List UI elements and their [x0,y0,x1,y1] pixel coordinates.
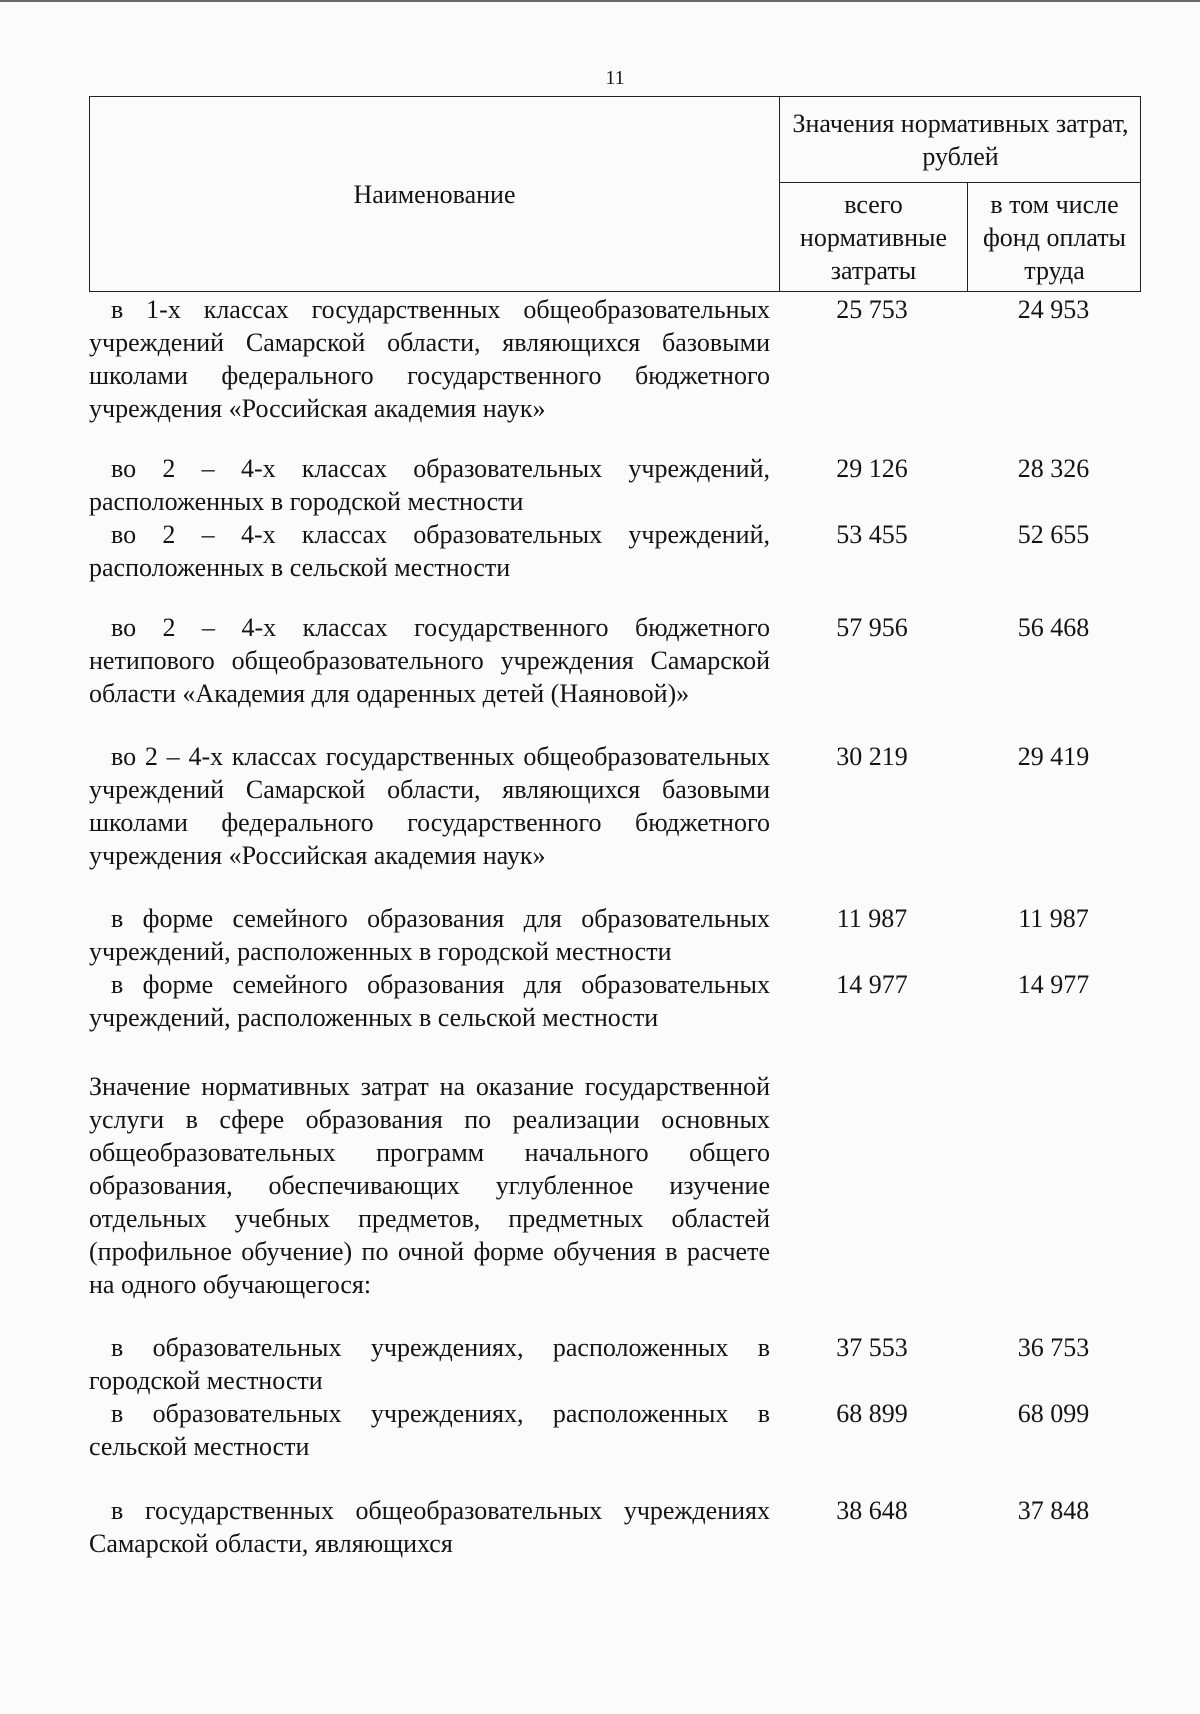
section-intro: Значение нормативных затрат на оказание государственной услуги в сфере образования по реализации основных общеобразовательных программ начального общего образования, обеспечивающих углубленное изучение отдельных учебных предметов, предметных областей (профильное обучение) по очной форме обучения в расчете на одного обучающегося: [89,1072,770,1299]
row-total: 37 553 [836,1333,908,1362]
row-description: в образовательных учреждениях, расположенных в сельской местности [89,1399,770,1461]
row-description: в форме семейного образования для образовательных учреждений, расположенных в сельской местности [89,970,770,1032]
row-wage: 56 468 [1017,613,1090,642]
page-number: 11 [605,67,625,89]
table-row [89,452,1141,518]
row-wage: 11 987 [1018,904,1089,933]
table-row [89,1397,1141,1463]
table-row [89,1331,1141,1397]
row-wage [966,1070,1141,1301]
page-top-edge [0,0,1200,2]
row-wage: 36 753 [1017,1333,1090,1362]
row-total: 14 977 [836,970,908,999]
row-description: во 2 – 4-х классах государственного бюджетного нетипового общеобразовательного учреждения Самарской области «Академия для одаренных детей (Наяновой)» [89,613,770,708]
row-total: 29 126 [836,454,908,483]
row-wage: 52 655 [1017,520,1090,549]
table-row [89,968,1141,1034]
row-wage: 68 099 [1017,1399,1090,1428]
row-total: 11 987 [836,904,908,933]
header-total-costs: всего нормативные затраты [779,182,967,292]
row-description: во 2 – 4-х классах образовательных учреждений, расположенных в сельской местности [89,520,770,582]
row-description: в государственных общеобразовательных учреждениях Самарской области, являющихся [89,1496,770,1558]
table-row [89,1070,1141,1301]
row-wage: 14 977 [1017,970,1090,999]
row-total: 57 956 [836,613,908,642]
row-description: во 2 – 4-х классах образовательных учреждений, расположенных в городской местности [89,454,770,516]
row-description: в 1-х классах государственных общеобразовательных учреждений Самарской области, являющихся базовыми школами федерального государственного бюджетного учреждения «Российская академия наук» [89,295,770,423]
row-description: в форме семейного образования для образовательных учреждений, расположенных в городской местности [89,904,770,966]
table-header [89,96,1141,292]
table-row [89,1494,1141,1560]
row-total: 53 455 [836,520,908,549]
row-wage: 24 953 [1017,295,1090,324]
row-total: 68 899 [836,1399,908,1428]
table-row [89,518,1141,584]
table-body [89,293,1141,1560]
row-wage: 37 848 [1017,1496,1090,1525]
header-wage-fund: в том числе фонд оплаты труда [967,182,1141,292]
header-name: Наименование [89,96,779,292]
table-row [89,902,1141,968]
row-total: 30 219 [836,742,908,771]
row-wage: 29 419 [1017,742,1090,771]
row-description: во 2 – 4-х классах государственных общеобразовательных учреждений Самарской области, являющихся базовыми школами федерального государственного бюджетного учреждения «Российская академия наук» [89,742,770,870]
row-total: 25 753 [836,295,908,324]
row-wage: 28 326 [1017,454,1090,483]
table-row [89,293,1141,425]
header-values: Значения нормативных затрат, рублей [779,96,1141,182]
table-row [89,740,1141,872]
row-description: в образовательных учреждениях, расположенных в городской местности [89,1333,770,1395]
row-total [770,1070,966,1301]
row-total: 38 648 [836,1496,908,1525]
table-row [89,611,1141,710]
